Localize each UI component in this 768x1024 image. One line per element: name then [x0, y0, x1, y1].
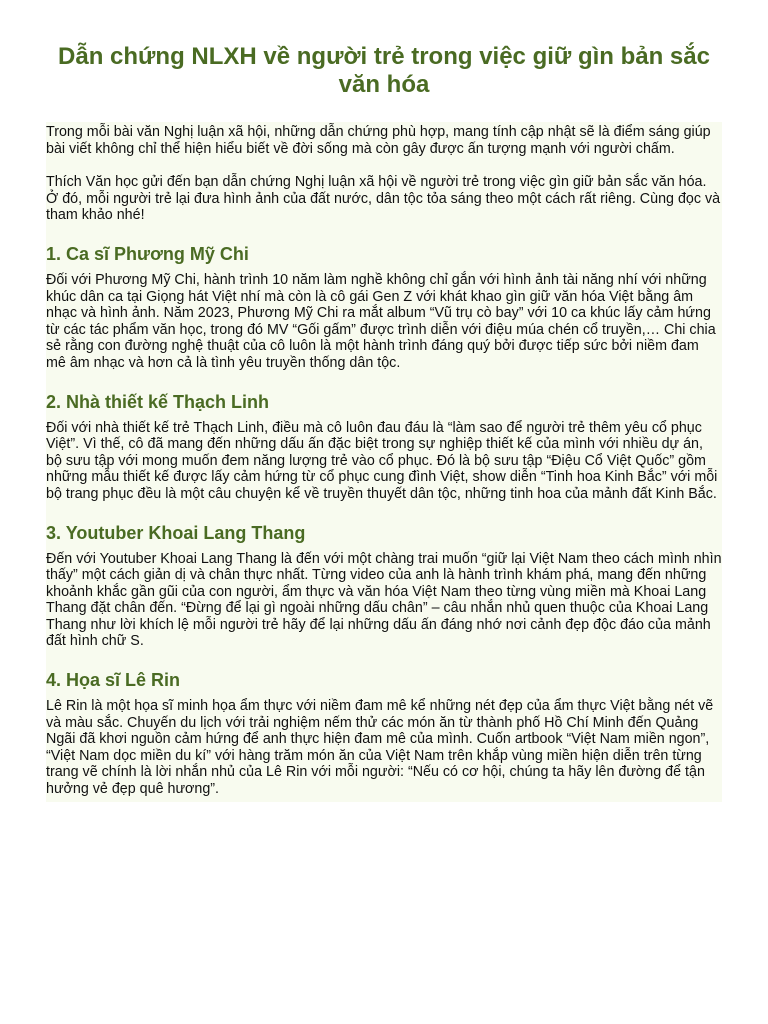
intro-paragraph-1: Trong mỗi bài văn Nghị luận xã hội, những dẫn chứng phù hợp, mang tính cập nhật sẽ là điểm sáng giúp bài viết không chỉ thể hiện hiểu biết về đời sống mà còn gây được ấn tượng mạnh với người chấm.: [46, 124, 711, 157]
section-heading-2: 2. Nhà thiết kế Thạch Linh: [46, 391, 270, 412]
article-body: [46, 122, 722, 802]
section-heading-3: 3. Youtuber Khoai Lang Thang: [46, 522, 306, 543]
section-paragraph-4: Lê Rin là một họa sĩ minh họa ẩm thực với niềm đam mê kể những nét đẹp của ẩm thực Việt bằng nét vẽ và màu sắc. Chuyến du lịch với trải nghiệm nếm thử các món ăn từ thành phố Hồ Chí Minh đến Quảng Ngãi đã khơi nguồn cảm hứng để anh thực hiện đam mê của mình. Cuốn artbook “Việt Nam miền ngon”, “Việt Nam dọc miền du kí” với hàng trăm món ăn của Việt Nam trên khắp vùng miền hiện diễn trên từng trang vẽ chính là lời nhắn nhủ của Lê Rin với mỗi người: “Nếu có cơ hội, chúng ta hãy lên đường để tận hưởng vẻ đẹp quê hương”.: [46, 698, 714, 798]
section-heading-1: 1. Ca sĩ Phương Mỹ Chi: [46, 243, 249, 264]
section-paragraph-3: Đến với Youtuber Khoai Lang Thang là đến với một chàng trai muốn “giữ lại Việt Nam theo cách mình nhìn thấy” một cách giản dị và chân thực nhất. Từng video của anh là hành trình khám phá, mang đến những khoảnh khắc gần gũi của con người, ẩm thực và văn hóa Việt Nam theo từng vùng miền mà Khoai Lang Thang đặt chân đến. “Đừng để lại gì ngoài những dấu chân” – câu nhắn nhủ quen thuộc của Khoai Lang Thang như lời khích lệ mỗi người trẻ hãy để lại những dấu ấn đáng nhớ nơi cảnh đẹp độc đáo của mảnh đất hình chữ S.: [46, 550, 722, 650]
section-heading-4: 4. Họa sĩ Lê Rin: [46, 670, 181, 691]
section-paragraph-1: Đối với Phương Mỹ Chi, hành trình 10 năm làm nghề không chỉ gắn với hình ảnh tài năng nhí với những khúc dân ca tại Giọng hát Việt nhí mà còn là cô gái Gen Z với khát khao gìn giữ văn hóa Việt bằng âm nhạc và hình ảnh. Năm 2023, Phương Mỹ Chi ra mắt album “Vũ trụ cò bay” với 10 ca khúc lấy cảm hứng từ các tác phẩm văn học, trong đó MV “Gối gấm” được trình diễn với điệu múa chén cổ truyền,… Chi chia sẻ rằng con đường nghệ thuật của cô luôn là một hành trình đáng quý bởi được tiếp sức bởi niềm đam mê âm nhạc và hơn cả là tình yêu truyền thống dân tộc.: [46, 271, 716, 371]
section-paragraph-2: Đối với nhà thiết kế trẻ Thạch Linh, điều mà cô luôn đau đáu là “làm sao để người trẻ thêm yêu cổ phục Việt”. Vì thế, cô đã mang đến những dấu ấn đặc biệt trong sự nghiệp thiết kế của mình với nhiều dự án, bộ sưu tập với mong muốn đem năng lượng trẻ vào cổ phục. Đó là bộ sưu tập “Điệu Cổ Việt Quốc” gồm những mẫu thiết kế được lấy cảm hứng từ cổ phục cung đình Việt, show diễn “Tinh hoa Kinh Bắc” với mỗi bộ trang phục đều là một câu chuyện kể về truyền thuyết dân tộc, những tinh hoa của mảnh đất Kinh Bắc.: [46, 419, 718, 502]
intro-paragraph-2: Thích Văn học gửi đến bạn dẫn chứng Nghị luận xã hội về người trẻ trong việc gìn giữ bản sắc văn hóa. Ở đó, mỗi người trẻ lại đưa hình ảnh của đất nước, dân tộc tỏa sáng theo một cách rất riêng. Cùng đọc và tham khảo nhé!: [46, 174, 721, 224]
page-title: Dẫn chứng NLXH về người trẻ trong việc giữ gìn bản sắc văn hóa: [58, 43, 710, 98]
